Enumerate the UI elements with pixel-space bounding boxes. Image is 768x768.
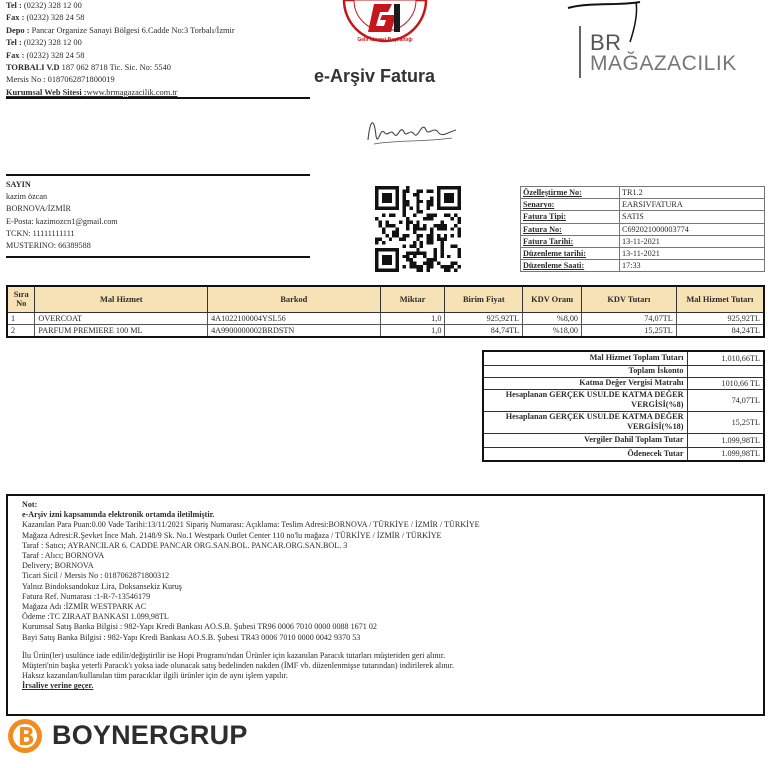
note-line: Delivery; BORNOVA: [22, 561, 94, 571]
seller-depot-fax: Fax : (0232) 328 24 58: [6, 50, 85, 60]
note-line: Kazanılan Para Puan:0.00 Vade Tarihi:13/11/2021 Sipariş Numarası: Açıklama: Teslim Adresi:BORNOVA / TÜRKİYE / İZMİR / TÜRKİYE: [22, 520, 480, 530]
col-header-mal-hizmet-tutari: Mal Hizmet Tutarı: [676, 286, 764, 312]
totals-value: 1.099,98TL: [687, 433, 764, 447]
item-cell: 1: [7, 312, 35, 325]
meta-value: 13-11-2021: [620, 247, 765, 259]
brand-line-magazacilik: MAĞAZACILIK: [590, 52, 737, 75]
col-header-miktar: Miktar: [380, 286, 445, 312]
boyner-brand: BOYNERGRUP: [52, 720, 248, 750]
totals-label: Katma Değer Vergisi Matrahı: [483, 377, 687, 389]
meta-key: Fatura Tipi:: [521, 211, 620, 223]
totals-row: [483, 365, 764, 377]
meta-key: Fatura No:: [521, 223, 620, 235]
totals-value: [687, 365, 764, 377]
col-header-kdv-tutari: KDV Tutarı: [582, 286, 677, 312]
buyer-name: kazim özcan: [6, 192, 48, 202]
note-line: Taraf : Satıcı; AYRANCILAR 6. CADDE PANCAR ORG.SAN.BOL. PANCAR.ORG.SAN.BOL. 3: [22, 540, 348, 550]
signature-image: [364, 110, 464, 152]
buyer-info: [6, 179, 311, 252]
seller-info: [6, 0, 311, 99]
totals-row: [483, 389, 764, 411]
meta-value: 17:33: [620, 260, 765, 272]
item-cell: 2: [7, 325, 35, 338]
buyer-tckn: TCKN: 11111111111: [6, 228, 75, 238]
meta-row: [521, 211, 765, 223]
notes-title: Not:: [22, 500, 38, 509]
seller-divider: [6, 97, 310, 99]
totals-value: 15,25TL: [687, 411, 764, 433]
note-footer-line: İrsaliye yerine geçer.: [22, 681, 94, 691]
table-row: [7, 325, 764, 338]
meta-value: 13-11-2021: [620, 235, 765, 247]
seller-depot-tel: Tel : (0232) 328 12 00: [6, 38, 82, 48]
meta-value: SATIS: [620, 211, 765, 223]
meta-value: TR1.2: [620, 187, 765, 199]
buyer-top-divider: [6, 174, 310, 176]
note-line: Yalnız Bindoksandokuz Lira, Doksansekiz Kuruş: [22, 581, 182, 591]
note-line: Ödeme :TC ZIRAAT BANKASI 1.099,98TL: [22, 612, 169, 622]
note-line: Kurumsal Satış Banka Bilgisi : 982-Yapı Kredi Bankası AO.S.B. Şubesi TR96 0006 7010 0000 0088 1671 02: [22, 622, 377, 632]
totals-row: [483, 411, 764, 433]
note-line: Taraf : Alıcı; BORNOVA: [22, 551, 105, 561]
item-cell: OVERCOAT: [35, 312, 208, 325]
items-table: [6, 285, 765, 338]
totals-row: [483, 351, 764, 365]
item-cell: %8,00: [523, 312, 582, 325]
totals-table: [482, 350, 765, 462]
meta-row: [521, 235, 765, 247]
boyner-logo-icon: [7, 718, 43, 754]
table-row: [7, 312, 764, 325]
item-cell: PARFUM PREMIERE 100 ML: [35, 325, 208, 338]
item-cell: 1,0: [380, 312, 445, 325]
note-footer-line: Müşteri'nin başka yeterli Paracık'ı yoksa iade olunacak satış bedelinden nakden (İMF vb. düzenlenmişse tutarından) indirilerek alınır.: [22, 661, 454, 671]
document-title: e-Arşiv Fatura: [314, 66, 436, 86]
meta-key: Fatura Tarihi:: [521, 235, 620, 247]
buyer-bottom-divider: [6, 256, 310, 258]
item-cell: 4A9900000002BRDSTN: [208, 325, 381, 338]
note-line: Fatura Ref. Numarası :1-R-7-13546179: [22, 591, 151, 601]
note-line: Ticari Sicil / Mersis No : 0187062871800312: [22, 571, 170, 581]
seller-tax-office: TORBALI V.D 187 062 8718 Tic. Sic. No: 5540: [6, 63, 171, 73]
note-footer-line: İlu Ürün(ler) usulünce iade edilir/değiştirilir ise Hopi Programı'ndan Ürünler için kazanılan Paracık tutarları müşteriden geri alınır.: [22, 650, 446, 660]
seller-depot-address: Depo : Pancar Organize Sanayi Bölgesi 6.Cadde No:3 Torbalı/İzmir: [6, 25, 235, 35]
item-cell: 74,07TL: [582, 312, 677, 325]
notes-footer: [22, 651, 749, 692]
gib-logo-text: Gelir İdaresi Başkanlığı: [357, 37, 413, 43]
meta-value: EARSIVFATURA: [620, 199, 765, 211]
totals-label: Ödenecek Tutar: [483, 447, 687, 461]
col-header-barkod: Barkod: [208, 286, 381, 312]
meta-row: [521, 187, 765, 199]
totals-label: Hesaplanan GERÇEK USULDE KATMA DEĞER VERGİSİ(%18): [483, 411, 687, 433]
totals-value: 1010,66 TL: [687, 377, 764, 389]
buyer-salutation: SAYIN: [6, 180, 31, 189]
item-cell: 925,92TL: [445, 312, 523, 325]
items-header-row: [7, 286, 764, 312]
item-cell: 4A1022100004YSL56: [208, 312, 381, 325]
meta-key: Düzenleme Saati:: [521, 260, 620, 272]
meta-key: Düzenleme tarihi:: [521, 247, 620, 259]
item-cell: 84,24TL: [676, 325, 764, 338]
item-cell: %18,00: [523, 325, 582, 338]
buyer-email: E-Posta: kazimozcn1@gmail.com: [6, 216, 118, 226]
seller-mersis: Mersis No : 0187062871800019: [6, 75, 115, 85]
brand-line-br: BR: [590, 30, 622, 55]
totals-label: Hesaplanan GERÇEK USULDE KATMA DEĞER VERGİSİ(%8): [483, 389, 687, 411]
buyer-customer-no: MUSTERINO: 66389588: [6, 241, 91, 251]
meta-row: [521, 260, 765, 272]
totals-row: [483, 377, 764, 389]
notes-subtitle: e-Arşiv izni kapsamında elektronik ortamda iletilmiştir.: [22, 510, 215, 520]
meta-row: [521, 223, 765, 235]
seller-fax: Fax : (0232) 328 24 58: [6, 13, 85, 23]
totals-label: Toplam İskonto: [483, 365, 687, 377]
item-cell: 1,0: [380, 325, 445, 338]
totals-row: [483, 433, 764, 447]
invoice-meta-table: [520, 186, 765, 272]
col-header-mal-hizmet: Mal Hizmet: [35, 286, 208, 312]
meta-key: Özelleştirme No:: [521, 187, 620, 199]
meta-key: Senaryo:: [521, 199, 620, 211]
notes-lines: [22, 520, 749, 642]
note-line: Bayi Satış Banka Bilgisi : 982-Yapı Kredi Bankası AO.S.B. Şubesi TR43 0006 7010 0000 0042 9370 53: [22, 632, 361, 642]
qr-code: [375, 186, 461, 272]
seller-website: Kurumsal Web Sitesi :www.brmagazacilik.com.tr: [6, 87, 178, 97]
totals-row: [483, 447, 764, 461]
col-header-sira: Sıra No: [7, 286, 35, 312]
meta-row: [521, 247, 765, 259]
totals-label: Mal Hizmet Toplam Tutarı: [483, 351, 687, 365]
col-header-kdv-orani: KDV Oranı: [523, 286, 582, 312]
totals-value: 1.099,98TL: [687, 447, 764, 461]
totals-value: 74,07TL: [687, 389, 764, 411]
item-cell: 84,74TL: [445, 325, 523, 338]
notes-box: [6, 494, 765, 716]
item-cell: 15,25TL: [582, 325, 677, 338]
totals-value: 1.010,66TL: [687, 351, 764, 365]
note-line: Mağaza Adı :İZMİR WESTPARK AC: [22, 602, 147, 612]
col-header-birim-fiyat: Birim Fiyat: [445, 286, 523, 312]
item-cell: 925,92TL: [676, 312, 764, 325]
totals-label: Vergiler Dahil Toplam Tutar: [483, 433, 687, 447]
buyer-address: BORNOVA/İZMİR: [6, 204, 71, 214]
meta-value: C692021000003774: [620, 223, 765, 235]
note-line: Mağaza Adresi:R.Şevket İnce Mah. 2148/9 Sk. No.1 Westpark Outlet Center 110 no'lu mağaza / TÜRKİYE / İZMİR / TÜRKİYE: [22, 530, 442, 540]
seller-tel: Tel : (0232) 328 12 00: [6, 1, 82, 10]
gib-logo: [342, 0, 428, 48]
note-footer-line: Haksız kazanılan/kullanılan tüm paracıklar ilgili ürünler için de aynı işlem yapılır.: [22, 671, 288, 681]
meta-row: [521, 199, 765, 211]
